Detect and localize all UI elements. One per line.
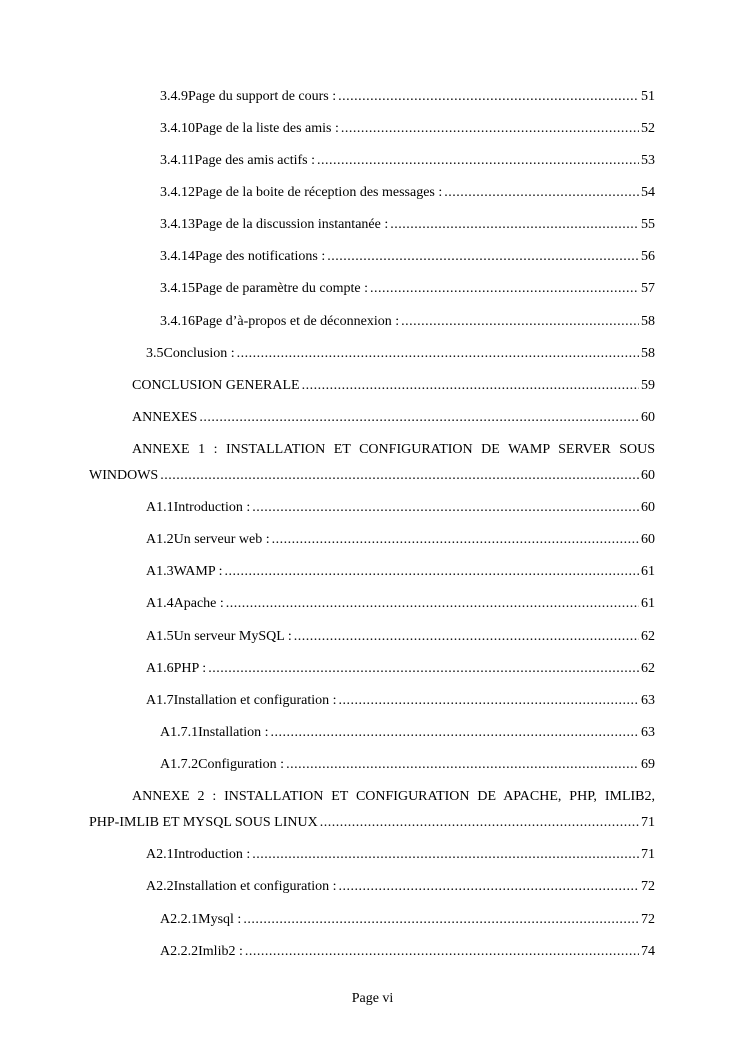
- dot-leader: [320, 813, 639, 833]
- dot-leader: [317, 151, 639, 171]
- toc-entry[interactable]: [146, 845, 655, 865]
- toc-entry-page: 60: [641, 532, 655, 547]
- toc-entry[interactable]: [160, 247, 655, 267]
- toc-entry[interactable]: [146, 691, 655, 711]
- toc-entry-page: 72: [641, 879, 655, 894]
- toc-entry-page: 63: [641, 725, 655, 740]
- toc-entry-title: Configuration :: [198, 757, 285, 772]
- toc-entry[interactable]: [89, 813, 655, 833]
- toc-entry-page: 57: [641, 281, 655, 296]
- toc-entry-title-continued: PHP-IMLIB ET MYSQL SOUS LINUX: [89, 815, 318, 830]
- toc-entry[interactable]: [132, 376, 655, 396]
- dot-leader: [339, 691, 639, 711]
- toc-entry-number: A1.7: [146, 693, 174, 708]
- toc-entry-page: 69: [641, 757, 655, 772]
- dot-leader: [339, 877, 639, 897]
- toc-entry-title: Conclusion :: [163, 346, 235, 361]
- dot-leader: [243, 910, 639, 930]
- toc-entry[interactable]: [146, 877, 655, 897]
- dot-leader: [327, 247, 639, 267]
- toc-entry-title: Page de la discussion instantanée :: [195, 217, 389, 232]
- page-footer: Page vi: [351, 991, 394, 1006]
- toc-entry[interactable]: [160, 312, 655, 332]
- toc-entry[interactable]: [160, 723, 655, 743]
- toc-entry[interactable]: [89, 466, 655, 486]
- toc-entry-title[interactable]: ANNEXE 2 : INSTALLATION ET CONFIGURATION DE APACHE, PHP, IMLIB2,: [132, 789, 655, 804]
- toc-entry-number: A1.2: [146, 532, 174, 547]
- toc-entry-title: Un serveur MySQL :: [173, 629, 292, 644]
- toc-entry-page: 62: [641, 661, 655, 676]
- toc-entry-title: Page de paramètre du compte :: [195, 281, 368, 296]
- toc-entry-title: Mysql :: [198, 912, 242, 927]
- dot-leader: [225, 562, 639, 582]
- toc-entry[interactable]: [146, 627, 655, 647]
- toc-entry[interactable]: [160, 87, 655, 107]
- toc-entry-title: Page des notifications :: [195, 249, 326, 264]
- toc-entry-page: 60: [641, 410, 655, 425]
- toc-entry-title: Page de la boite de réception des messages :: [195, 185, 443, 200]
- toc-entry-title: Page d’à-propos et de déconnexion :: [195, 314, 400, 329]
- toc-entry-page: 55: [641, 217, 655, 232]
- toc-entry[interactable]: [146, 594, 655, 614]
- toc-entry-title: Un serveur web :: [173, 532, 270, 547]
- toc-entry[interactable]: [160, 910, 655, 930]
- toc-entry[interactable]: [160, 119, 655, 139]
- dot-leader: [272, 530, 639, 550]
- toc-entry-title: Installation et configuration :: [173, 879, 337, 894]
- toc-entry-number: A1.5: [146, 629, 174, 644]
- dot-leader: [226, 594, 639, 614]
- toc-entry-number: A1.4: [146, 596, 174, 611]
- toc-entry-number: A2.2.1: [160, 912, 199, 927]
- toc-entry[interactable]: [160, 279, 655, 299]
- toc-entry-number: 3.4.15: [160, 281, 195, 296]
- toc-entry[interactable]: [146, 530, 655, 550]
- toc-entry-title-continued: WINDOWS: [89, 468, 159, 483]
- toc-entry-title: Page des amis actifs :: [194, 153, 316, 168]
- dot-leader: [338, 87, 639, 107]
- toc-entry-number: 3.4.11: [160, 153, 195, 168]
- toc-entry-title: Installation et configuration :: [173, 693, 337, 708]
- dot-leader: [199, 408, 639, 428]
- dot-leader: [245, 942, 639, 962]
- toc-entry-page: 61: [641, 564, 655, 579]
- toc-entry-page: 60: [641, 468, 655, 483]
- toc-entry-number: A1.3: [146, 564, 174, 579]
- dot-leader: [286, 755, 639, 775]
- toc-entry-title: CONCLUSION GENERALE: [132, 378, 300, 393]
- toc-entry[interactable]: [132, 408, 655, 428]
- toc-entry[interactable]: [160, 942, 655, 962]
- toc-entry-page: 59: [641, 378, 655, 393]
- toc-entry-page: 51: [641, 89, 655, 104]
- toc-entry-page: 54: [641, 185, 655, 200]
- dot-leader: [252, 845, 639, 865]
- toc-entry[interactable]: [146, 344, 655, 364]
- toc-entry-page: 74: [641, 944, 655, 959]
- toc-entry-page: 52: [641, 121, 655, 136]
- toc-entry-title: Page de la liste des amis :: [195, 121, 339, 136]
- toc-entry-page: 63: [641, 693, 655, 708]
- toc-entry-page: 72: [641, 912, 655, 927]
- toc-entry-title: PHP :: [173, 661, 207, 676]
- toc-entry[interactable]: [146, 562, 655, 582]
- toc-entry[interactable]: [160, 215, 655, 235]
- dot-leader: [370, 279, 639, 299]
- toc-entry-number: 3.4.14: [160, 249, 195, 264]
- toc-entry-number: A2.1: [146, 847, 174, 862]
- toc-entry-number: A2.2: [146, 879, 174, 894]
- toc-entry-number: 3.4.12: [160, 185, 195, 200]
- toc-entry-title: Apache :: [173, 596, 224, 611]
- dot-leader: [444, 183, 639, 203]
- toc-entry-title: Introduction :: [173, 500, 251, 515]
- dot-leader: [341, 119, 639, 139]
- dot-leader: [302, 376, 639, 396]
- toc-entry-page: 61: [641, 596, 655, 611]
- toc-entry-number: 3.4.10: [160, 121, 195, 136]
- toc-entry-page: 56: [641, 249, 655, 264]
- toc-entry-title: Page du support de cours :: [188, 89, 337, 104]
- toc-entry-title: Imlib2 :: [198, 944, 243, 959]
- toc-entry[interactable]: [160, 151, 655, 171]
- toc-entry-page: 62: [641, 629, 655, 644]
- toc-entry-title: ANNEXES: [132, 410, 198, 425]
- toc-entry-number: A1.1: [146, 500, 174, 515]
- dot-leader: [160, 466, 639, 486]
- toc-entry-number: 3.4.16: [160, 314, 195, 329]
- toc-entry-page: 71: [641, 815, 655, 830]
- toc-entry-number: A1.7.2: [160, 757, 199, 772]
- dot-leader: [237, 344, 639, 364]
- toc-entry-number: A1.7.1: [160, 725, 199, 740]
- toc-entry-number: 3.5: [146, 346, 164, 361]
- toc-entry-number: A1.6: [146, 661, 174, 676]
- toc-entry-page: 58: [641, 314, 655, 329]
- toc-entry-number: A2.2.2: [160, 944, 199, 959]
- dot-leader: [208, 659, 639, 679]
- toc-entry[interactable]: [160, 183, 655, 203]
- toc-entry-title: WAMP :: [173, 564, 223, 579]
- toc-entry-page: 53: [641, 153, 655, 168]
- toc-entry[interactable]: [160, 755, 655, 775]
- toc-entry[interactable]: [146, 659, 655, 679]
- dot-leader: [401, 312, 639, 332]
- toc-entry[interactable]: [146, 498, 655, 518]
- dot-leader: [271, 723, 639, 743]
- dot-leader: [252, 498, 639, 518]
- dot-leader: [390, 215, 639, 235]
- toc-entry-page: 58: [641, 346, 655, 361]
- toc-entry-title[interactable]: ANNEXE 1 : INSTALLATION ET CONFIGURATION DE WAMP SERVER SOUS: [132, 442, 655, 457]
- toc-entry-title: Introduction :: [173, 847, 251, 862]
- toc-entry-number: 3.4.13: [160, 217, 195, 232]
- toc-entry-page: 60: [641, 500, 655, 515]
- toc-entry-title: Installation :: [198, 725, 269, 740]
- dot-leader: [294, 627, 639, 647]
- toc-entry-number: 3.4.9: [160, 89, 188, 104]
- toc-entry-page: 71: [641, 847, 655, 862]
